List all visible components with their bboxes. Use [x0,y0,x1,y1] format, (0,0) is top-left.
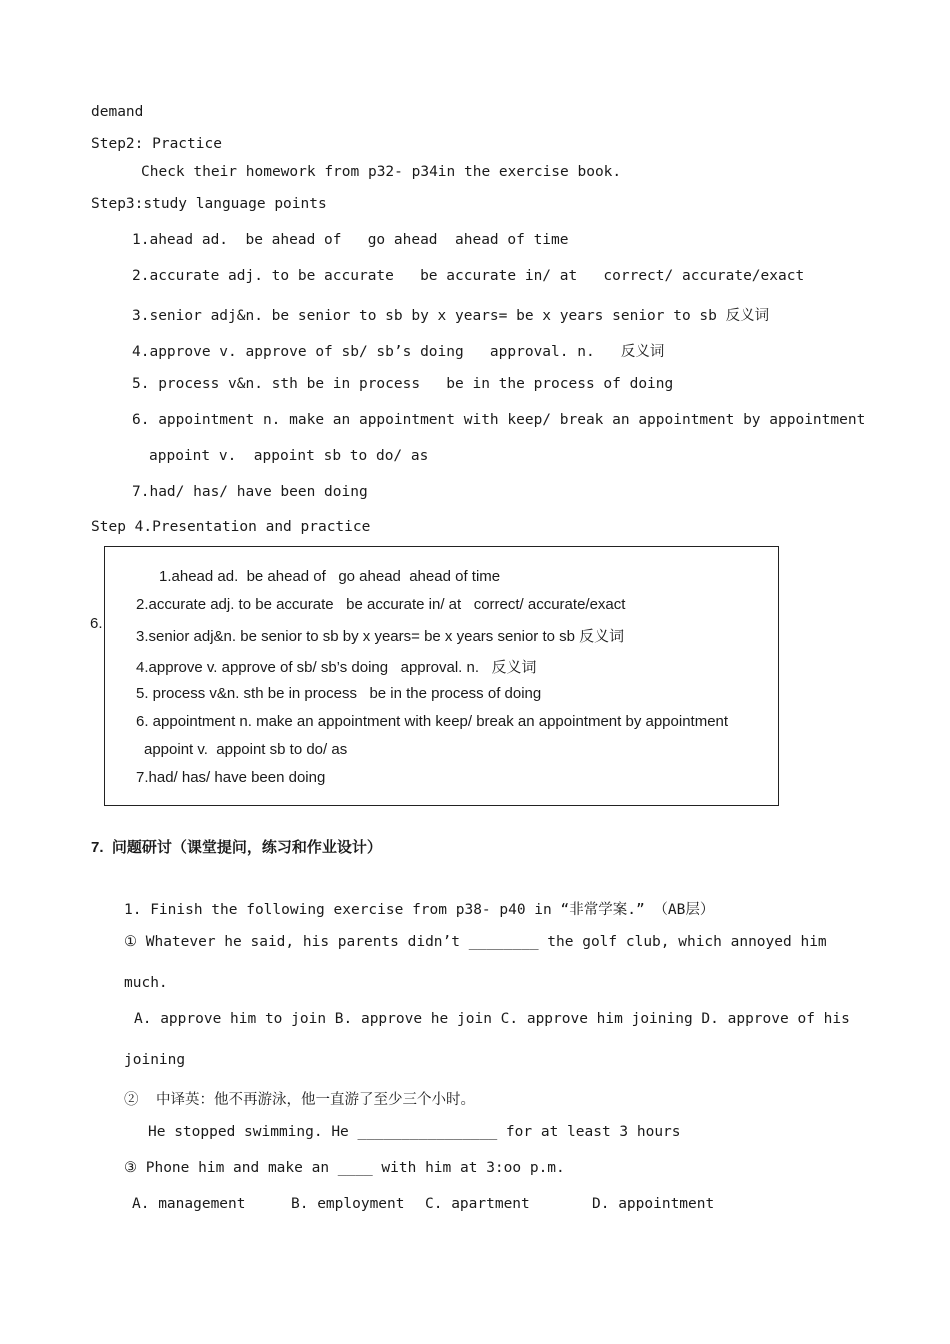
question-1-line-2: much. [124,975,168,991]
step2-heading: Step2: Practice [91,136,222,152]
list-item: appoint v. appoint sb to do/ as [144,741,348,758]
question-1-line-1: ① Whatever he said, his parents didn’t ________ the golf club, which annoyed him [124,934,827,950]
step4-heading: Step 4.Presentation and practice [91,519,371,535]
question-3-line: ③ Phone him and make an ____ with him at 3:oo p.m. [124,1160,565,1176]
option-d: D. appointment [592,1196,715,1212]
question-1-options-line-1: A. approve him to join B. approve he join C. approve him joining D. approve of his [134,1011,850,1027]
list-item: 1.ahead ad. be ahead of go ahead ahead of time [159,568,501,585]
language-points-box [104,546,779,806]
list-item: 5. process v&n. sth be in process be in the process of doing [136,685,542,702]
option-b: B. employment [291,1196,405,1212]
step3-heading: Step3:study language points [91,196,327,212]
list-item: 1.ahead ad. be ahead of go ahead ahead of time [132,232,569,248]
question-2-prompt: ② 中译英：他不再游泳，他一直游了至少三个小时。 [124,1092,475,1108]
list-item: 6. appointment n. make an appointment with keep/ break an appointment by appointment [136,713,729,730]
list-item: 4.approve v. approve of sb/ sb’s doing approval. n. 反义词 [132,344,665,360]
list-item: 2.accurate adj. to be accurate be accurate in/ at correct/ accurate/exact [136,596,626,613]
list-item: 7.had/ has/ have been doing [132,484,368,500]
option-c: C. apartment [425,1196,530,1212]
question-1-options-line-2: joining [124,1052,186,1068]
check-homework-text: Check their homework from p32- p34in the exercise book. [141,164,622,180]
demand-text: demand [91,104,144,120]
box-side-label: 6. [90,615,103,632]
list-item: appoint v. appoint sb to do/ as [149,448,429,464]
list-item: 2.accurate adj. to be accurate be accurate in/ at correct/ accurate/exact [132,268,805,284]
list-item: 5. process v&n. sth be in process be in the process of doing [132,376,674,392]
option-a: A. management [132,1196,246,1212]
section7-heading: 7. 问题研讨（课堂提问，练习和作业设计） [91,839,382,856]
list-item: 6. appointment n. make an appointment with keep/ break an appointment by appointment [132,412,866,428]
list-item: 3.senior adj&n. be senior to sb by x years= be x years senior to sb 反义词 [136,628,625,645]
question-2-line: He stopped swimming. He ________________ for at least 3 hours [148,1124,681,1140]
exercise-item-1: 1. Finish the following exercise from p38- p40 in “非常学案.” （AB层） [124,902,715,918]
list-item: 7.had/ has/ have been doing [136,769,326,786]
list-item: 3.senior adj&n. be senior to sb by x years= be x years senior to sb 反义词 [132,308,770,324]
list-item: 4.approve v. approve of sb/ sb’s doing approval. n. 反义词 [136,659,537,676]
